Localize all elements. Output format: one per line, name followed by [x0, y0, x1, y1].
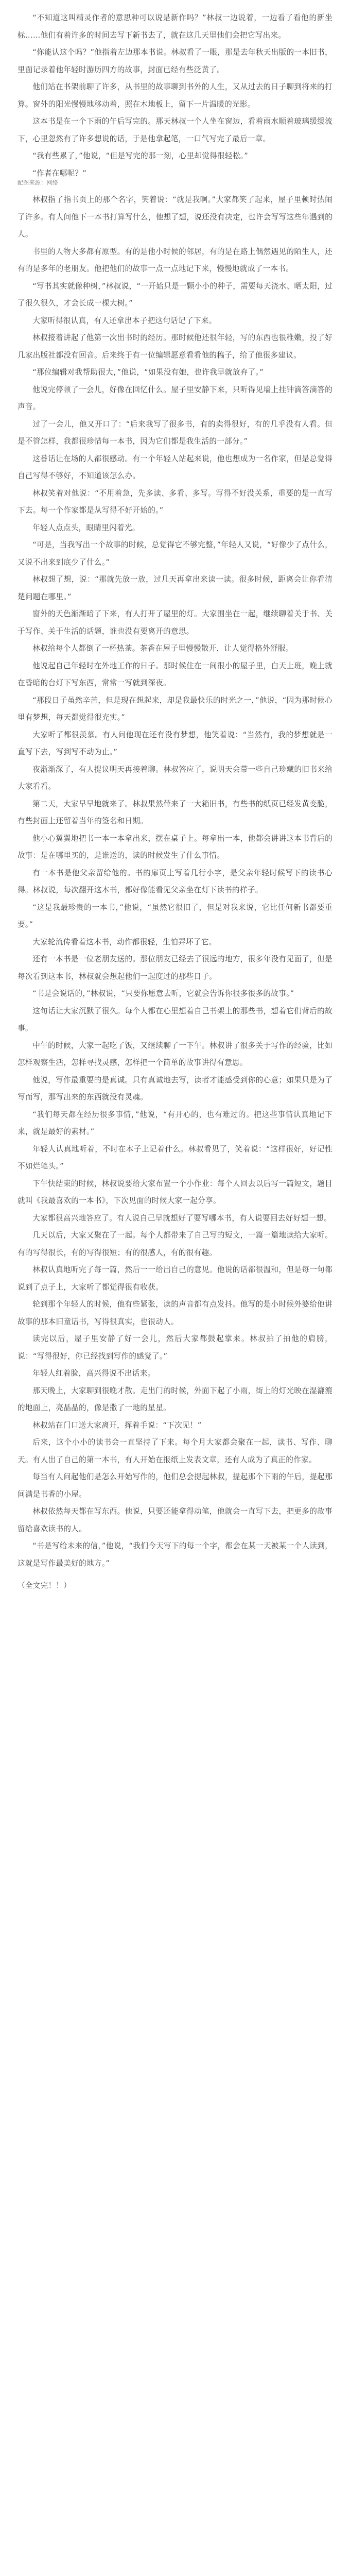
paragraph: 下午快结束的时候，林叔说要给大家布置一个小作业：每个人回去以后写一篇短文，题目就叫《我最喜欢的一本书》，下次见面的时候大家一起分享。 [18, 1179, 332, 1205]
paragraph: “那位编辑对我帮助很大，”他说，“如果没有她，也许我早就放弃了。” [32, 368, 264, 377]
paragraph: “书是写给未来的信，”他说，“我们今天写下的每一个字，都会在某一天被某一个人读到，这就是写作最美好的地方。” [18, 1541, 332, 1568]
paragraph: 每当有人问起他们是怎么开始写作的，他们总会提起林叔，提起那个下雨的午后，提起那间满是书香的小屋。 [18, 1472, 332, 1499]
paragraph: “你能认这个吗？”他指着左边那本书说。林叔看了一眼，那是去年秋天出版的一本旧书，里面记录着他年轻时游历四方的故事，封面已经有些泛黄了。 [18, 48, 332, 74]
paragraph: 他小心翼翼地把书一本一本拿出来，摆在桌子上。每拿出一本，他都会讲讲这本书背后的故事：是在哪里买的，是谁送的，读的时候发生了什么事情。 [18, 834, 332, 860]
paragraph: 有一本书是他父亲留给他的。书的扉页上写着几行小字，是父亲年轻时候写下的读书心得。林叔说，每次翻开这本书，都好像能看见父亲坐在灯下读书的样子。 [18, 868, 332, 894]
paragraph: 林叔认真地听完了每一篇，然后一一给出自己的意见。他说的话都很温和，但是每一句都说到了点子上，大家听了都觉得很有收获。 [18, 1265, 332, 1292]
paragraph: “我们每天都在经历很多事情，”他说，“有开心的，也有难过的。把这些事情认真地记下来，就是最好的素材。” [18, 1110, 332, 1136]
paragraph: 这番话让在场的人都很感动。有一个年轻人站起来说，他也想成为一名作家，但是总觉得自己写得不够好，不知道该怎么办。 [18, 454, 332, 480]
paragraph: 这句话让大家沉默了很久。每个人都在心里想着自己书架上的那些书，想着它们背后的故事。 [18, 1006, 332, 1032]
paragraph: 这本书是在一个下雨的午后写完的。那天林叔一个人坐在窗边，看着雨水顺着玻璃缓缓流下，心里忽然有了许多想说的话，于是他拿起笔，一口气写完了最后一章。 [18, 117, 332, 143]
paragraph: 年轻人认真地听着，不时在本子上记着什么。林叔看见了，笑着说：“这样很好，好记性不如烂笔头。” [18, 1144, 332, 1171]
paragraph: “那段日子虽然辛苦，但是现在想起来，却是我最快乐的时光之一，”他说，“因为那时候心里有梦想，每天都觉得很充实。” [18, 696, 332, 722]
paragraph: 林叔站在门口送大家离开，挥着手说：“下次见！” [32, 1420, 202, 1430]
paragraph: 夜渐渐深了，有人提议明天再接着聊。林叔答应了，说明天会带一些自己珍藏的旧书来给大家看看。 [18, 765, 332, 791]
paragraph: 过了一会儿，他又开口了：“后来我写了很多书，有的卖得很好，有的几乎没有人看。但是不管怎样，我都很珍惜每一本书，因为它们都是我生活的一部分。” [18, 419, 332, 446]
paragraph: 那天晚上，大家聊到很晚才散。走出门的时候，外面下起了小雨，街上的灯光映在湿漉漉的地面上，亮晶晶的，像是撒了一地的星星。 [18, 1386, 332, 1412]
paragraph: 林叔指了指书页上的那个名字，笑着说：“就是我啊。”大家都笑了起来，屋子里顿时热闹了许多。有人问他下一本书打算写什么，他想了想，说还没有决定，也许会写写这些年遇到的人。 [18, 195, 332, 239]
paragraph: 林叔笑着对他说：“不用着急，先多读、多看、多写。写得不好没关系，重要的是一直写下去。每一个作家都是从写得不好开始的。” [18, 488, 332, 515]
paragraph: 书里的人物大多都有原型。有的是他小时候的邻居，有的是在路上偶然遇见的陌生人，还有的是多年的老朋友。他把他们的故事一点一点地记下来，慢慢地就成了一本书。 [18, 247, 332, 273]
paragraph: 林叔想了想，说：“那就先放一放，过几天再拿出来读一读。很多时候，距离会让你看清楚问题在哪里。” [18, 575, 332, 601]
paragraph: “我有些累了，”他说，“但是写完的那一刻，心里却觉得很轻松。” [32, 151, 249, 160]
paragraph: 他说完停顿了一会儿，好像在回忆什么。屋子里安静下来，只听得见墙上挂钟滴答滴答的声音。 [18, 385, 332, 411]
paragraph: 大家轮流传看着这本书，动作都很轻，生怕弄坏了它。 [32, 937, 217, 946]
paragraph: 中午的时候，大家一起吃了饭，又继续聊了一下午。林叔讲了很多关于写作的经验，比如怎样观察生活，怎样寻找灵感，怎样把一个简单的故事讲得有意思。 [18, 1041, 332, 1067]
paragraph: 他说起自己年轻时在外地工作的日子。那时候住在一间很小的屋子里，白天上班，晚上就在昏暗的台灯下写东西，常常一写就到深夜。 [18, 661, 332, 687]
image-caption: 配图来源：网络 [18, 179, 59, 186]
paragraph: 轮到那个年轻人的时候，他有些紧张，读的声音都有点发抖。他写的是小时候外婆给他讲故事的那本旧童话书，写得很真实，也很动人。 [18, 1300, 332, 1326]
paragraph: 后来，这个小小的读书会一直坚持了下来。每个月大家都会聚在一起，读书、写作、聊天。有人出了自己的第一本书，有人开始在报纸上发表文章，还有人成为了真正的作家。 [18, 1438, 332, 1464]
paragraph: 他说，写作最重要的是真诚。只有真诚地去写，读者才能感受到你的心意；如果只是为了写而写，那写出来的东西就没有灵魂。 [18, 1075, 332, 1101]
paragraph: 窗外的天色渐渐暗了下来，有人打开了屋里的灯。大家围坐在一起，继续聊着关于书、关于写作、关于生活的话题，谁也没有要离开的意思。 [18, 609, 332, 636]
paragraph: 读完以后，屋子里安静了好一会儿，然后大家都鼓起掌来。林叔拍了拍他的肩膀，说：“写得很好，你已经找到写作的感觉了。” [18, 1334, 332, 1361]
paragraph: 第二天，大家早早地就来了。林叔果然带来了一大箱旧书，有些书的纸页已经发黄变脆，有些封面上还留着当年的签名和日期。 [18, 799, 332, 825]
paragraph: “可是，当我写出一个故事的时候，总觉得它不够完整，”年轻人又说，“好像少了点什么，又说不出来到底少了什么。” [18, 540, 332, 567]
paragraph: 年轻人点点头，眼睛里闪着光。 [32, 523, 140, 532]
paragraph: 林叔给每个人都倒了一杯热茶。茶香在屋子里慢慢散开，让人觉得格外舒服。 [32, 644, 293, 653]
paragraph: 林叔依然每天都在写东西。他说，只要还能拿得动笔，他就会一直写下去，把更多的故事留给喜欢读书的人。 [18, 1507, 332, 1533]
article-ending: （全文完！！） [18, 1581, 72, 1590]
paragraph: 大家听得很认真，有人还拿出本子把这句话记了下来。 [32, 316, 217, 325]
paragraph: 大家听了都很羡慕。有人问他现在还有没有梦想，他笑着说：“当然有，我的梦想就是一直写下去，写到写不动为止。” [18, 730, 332, 756]
paragraph: “不知道这叫精灵作者的意思种可以说是新作吗？”林叔一边说着，一边看了看他的新坐标……他们有着许多的时间去写下新书去了，就在这几天里他们会把它写出来。 [18, 13, 332, 40]
paragraph: “书是会说话的，”林叔说，“只要你愿意去听，它就会告诉你很多很多的故事。” [32, 989, 294, 998]
paragraph: 还有一本书是一位老朋友送的。那位朋友已经去了很远的地方，很多年没有见面了，但是每次看到这本书，林叔就会想起他们一起度过的那些日子。 [18, 955, 332, 981]
paragraph: 他们站在书架前聊了许多，从书里的故事聊到书外的人生，又从过去的日子聊到将来的打算。窗外的阳光慢慢地移动着，照在木地板上，留下一片温暖的光影。 [18, 82, 332, 109]
paragraph: 年轻人红着脸，高兴得说不出话来。 [32, 1369, 155, 1378]
paragraph: “这是我最珍贵的一本书，”他说，“虽然它很旧了，但是对我来说，它比任何新书都要重要。” [18, 903, 332, 929]
paragraph: 大家都很高兴地答应了。有人说自己早就想好了要写哪本书，有人说要回去好好想一想。 [32, 1213, 332, 1223]
paragraph: 几天以后，大家又聚在了一起。每个人都带来了自己写的短文，一篇一篇地读给大家听。有的写得很长，有的写得很短；有的很感人，有的很有趣。 [18, 1231, 332, 1257]
paragraph: 林叔接着讲起了他第一次出书时的经历。那时候他还很年轻，写的东西也很稚嫩，投了好几家出版社都没有回音。后来终于有一位编辑愿意看看他的稿子，给了他很多建议。 [18, 333, 332, 360]
paragraph: “写书其实就像种树，”林叔说，“一开始只是一颗小小的种子，需要每天浇水、晒太阳，过了很久很久，才会长成一棵大树。” [18, 281, 332, 308]
paragraph: “作者在哪呢？” [32, 168, 87, 178]
